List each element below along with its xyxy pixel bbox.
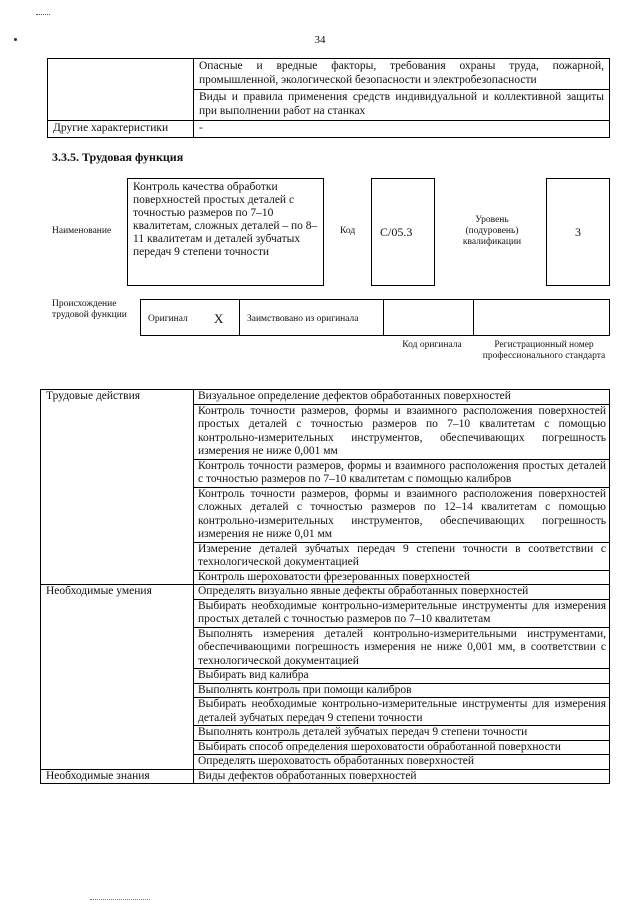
list-item: Контроль шероховатости фрезерованных поверхностей [194,570,610,585]
list-item: Контроль точности размеров, формы и взаимного расположения простых деталей с точностью размеров по 7–10 квалитетам с помощью калибров [194,459,610,487]
list-item: Измерение деталей зубчатых передач 9 степени точности в соответствии с технологической документацией [194,542,610,570]
list-item: Контроль точности размеров, формы и взаимного расположения поверхностей простых деталей с точностью размеров по 7–10 квалитетам с помощью контрольно-измерительных инструментов, обеспечивающих погрешность измерения не ниже 0,001 мм [194,404,610,459]
original-mark: X [214,311,224,326]
table-cell: Опасные и вредные факторы, требования охраны труда, пожарной, промышленной, экологической безопасности и электробезопасности [194,59,610,90]
table-cell: Виды и правила применения средств индивидуальной и коллективной защиты при выполнении работ на станках [194,90,610,121]
list-item: Виды дефектов обработанных поверхностей [194,769,610,784]
code-label: Код [340,226,356,236]
list-item: Визуальное определение дефектов обработанных поверхностей [194,390,610,405]
table-row [41,769,610,784]
list-item: Выбирать необходимые контрольно-измерительные инструменты для измерения деталей зубчатых передач 9 степени точности [194,698,610,726]
scan-mark [90,899,150,901]
list-item: Выбирать вид калибра [194,669,610,684]
list-item: Выбирать способ определения шероховатости обработанной поверхности [194,740,610,755]
list-item: Определять шероховатость обработанных поверхностей [194,755,610,770]
qualification-level: 3 [546,178,610,286]
function-name: Контроль качества обработки поверхностей простых деталей с точностью размеров по 7–10 квалитетам, сложных деталей – по 8–11 квалитетам и деталей зубчатых передач 9 степени точности [127,178,324,286]
table-label-cell: Другие характеристики [48,121,194,138]
name-label: Наименование [52,226,112,236]
origin-borrowed-cell [240,300,384,335]
continuation-table [47,58,610,138]
original-code-caption: Код оригинала [402,340,462,350]
page-number: 34 [314,34,326,46]
scan-mark [36,14,50,16]
section-title: Трудовые действия [41,390,194,585]
table-row [48,59,610,90]
section-heading: 3.3.5. Трудовая функция [52,150,184,164]
list-item: Выполнять измерения деталей контрольно-измерительными инструментами, обеспечивающими погрешность измерения не ниже 0,001 мм, в соответствии с технологической документацией [194,627,610,669]
list-item: Контроль точности размеров, формы и взаимного расположения поверхностей сложных деталей с точностью размеров по 12–14 квалитетам с помощью контрольно-измерительных инструментов, обеспечивающих погрешность измерения не ниже 0,01 мм [194,487,610,542]
table-label-cell [48,59,194,121]
table-row [41,390,610,405]
origin-code-cell [384,300,474,335]
origin-original-cell [141,300,240,335]
list-item: Определять визуально явные дефекты обработанных поверхностей [194,585,610,600]
list-item: Выполнять контроль деталей зубчатых передач 9 степени точности [194,726,610,741]
origin-row [140,299,610,336]
labor-function-table [40,389,610,784]
borrowed-label: Заимствовано из оригинала [247,314,359,324]
section-title: Необходимые умения [41,585,194,770]
scan-mark [14,38,17,41]
table-cell: - [194,121,610,138]
origin-label: Происхождение трудовой функции [52,299,127,320]
table-row [41,585,610,600]
origin-reg-cell [474,300,609,335]
table-row [48,121,610,138]
original-label: Оригинал [148,314,188,324]
function-code: С/05.3 [371,178,435,286]
list-item: Выбирать необходимые контрольно-измерительные инструменты для измерения простых деталей с точностью размеров по 7–10 квалитетам [194,599,610,627]
qualification-level-label: Уровень (подуровень) квалификации [462,215,522,247]
section-title: Необходимые знания [41,769,194,784]
list-item: Выполнять контроль при помощи калибров [194,683,610,698]
registration-number-caption: Регистрационный номер профессионального стандарта [482,340,606,361]
